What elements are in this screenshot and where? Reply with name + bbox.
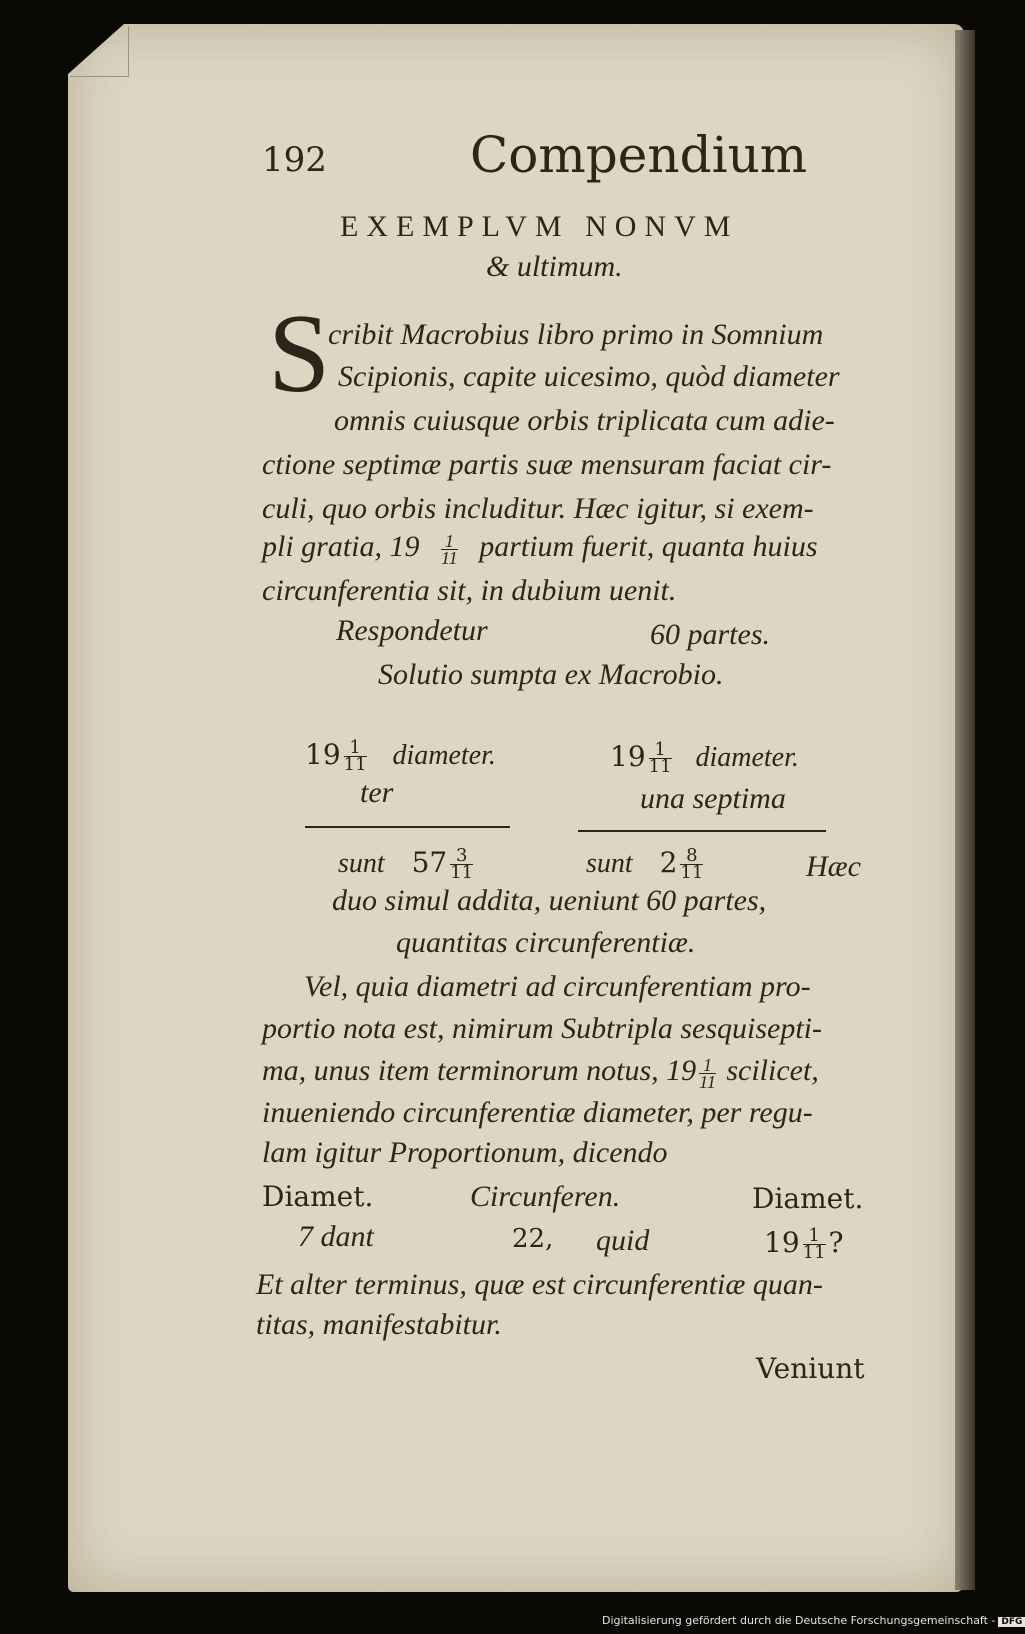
para3-line2: titas, manifestabitur. (256, 1308, 502, 1341)
calc-right-result: sunt 2 $\frac{8}{11}$ (586, 845, 704, 883)
calc-left-top: 19 $\frac{1}{11}$ diameter. (305, 737, 496, 775)
para1-line2: Scipionis, capite uicesimo, quòd diameter (338, 360, 840, 393)
fraction: $\frac{1}{11}$ (343, 737, 367, 775)
calc-left-multiplier: ter (360, 776, 394, 809)
fraction: $\frac{1}{11}$ (699, 1054, 716, 1092)
running-head: Compendium (470, 126, 808, 184)
para1-line3: omnis cuiusque orbis triplicata cum adie- (334, 404, 835, 437)
fraction: $\frac{1}{11}$ (441, 530, 458, 568)
fraction: $\frac{3}{11}$ (450, 845, 474, 883)
para1-line7: circunferentia sit, in dubium uenit. (262, 574, 677, 607)
para2-line3-end: scilicet, (726, 1054, 819, 1087)
para3-line1: Et alter terminus, quæ est circunferentiæ quan- (256, 1268, 823, 1301)
drop-cap: S (268, 292, 331, 416)
summary-line2: quantitas circunferentiæ. (396, 926, 696, 959)
para1-line1: cribit Macrobius libro primo in Somnium (328, 318, 824, 351)
calc-right-multiplier: una septima (640, 782, 786, 815)
respondetur-label: Respondetur (336, 614, 488, 647)
para2-line4: inueniendo circunferentiæ diameter, per regu- (262, 1096, 813, 1129)
fraction: $\frac{1}{11}$ (648, 739, 672, 777)
rule-value-3: quid (596, 1224, 650, 1257)
fraction: $\frac{8}{11}$ (680, 845, 704, 883)
page-number: 192 (262, 140, 327, 180)
summary-line1: duo simul addita, ueniunt 60 partes, (332, 884, 767, 917)
para2-line3 (262, 1054, 819, 1090)
rule-value-4: 19 $\frac{1}{11}$ ? (764, 1225, 844, 1263)
solutio-line: Solutio sumpta ex Macrobio. (378, 658, 724, 691)
rule-value-2: 22, (512, 1224, 554, 1254)
fraction: $\frac{1}{11}$ (802, 1225, 826, 1263)
calc-right-rule (578, 830, 826, 832)
para2-line2: portio nota est, nimirum Subtripla sesquisepti- (262, 1012, 823, 1045)
para1-line6-end: partium fuerit, quanta huius (479, 530, 818, 563)
para2-line1: Vel, quia diametri ad circunferentiam pro- (304, 970, 811, 1003)
hec-word: Hæc (806, 850, 861, 883)
para1-line5: culi, quo orbis includitur. Hæc igitur, si exem- (262, 492, 814, 525)
example-subheading: & ultimum. (486, 250, 623, 283)
rule-value-1: 7 dant (298, 1220, 374, 1253)
para1-line4: ctione septimæ partis suæ mensuram faciat cir- (262, 448, 832, 481)
digitization-credit: Digitalisierung gefördert durch die Deutsche Forschungsgemeinschaft - DFG (602, 1614, 1025, 1627)
respondetur-value: 60 partes. (650, 618, 770, 651)
para1-line6 (262, 530, 818, 566)
dfg-logo: DFG (998, 1617, 1025, 1627)
para1-line6-start: pli gratia, 19 (262, 530, 420, 563)
example-heading: EXEMPLVM NONVM (340, 210, 739, 243)
calc-left-result: sunt 57 $\frac{3}{11}$ (338, 845, 474, 883)
calc-right-top: 19 $\frac{1}{11}$ diameter. (610, 739, 799, 777)
rule-header-1: Diamet. (262, 1180, 374, 1213)
page-edge (955, 30, 975, 1590)
fold-crease (70, 26, 129, 77)
calc-left-rule (305, 826, 510, 828)
para2-line5: lam igitur Proportionum, dicendo (262, 1136, 668, 1169)
rule-header-2: Circunferen. (470, 1180, 621, 1213)
catchword: Veniunt (756, 1352, 865, 1385)
rule-header-3: Diamet. (752, 1182, 864, 1215)
para2-line3-start: ma, unus item terminorum notus, 19 (262, 1054, 697, 1087)
